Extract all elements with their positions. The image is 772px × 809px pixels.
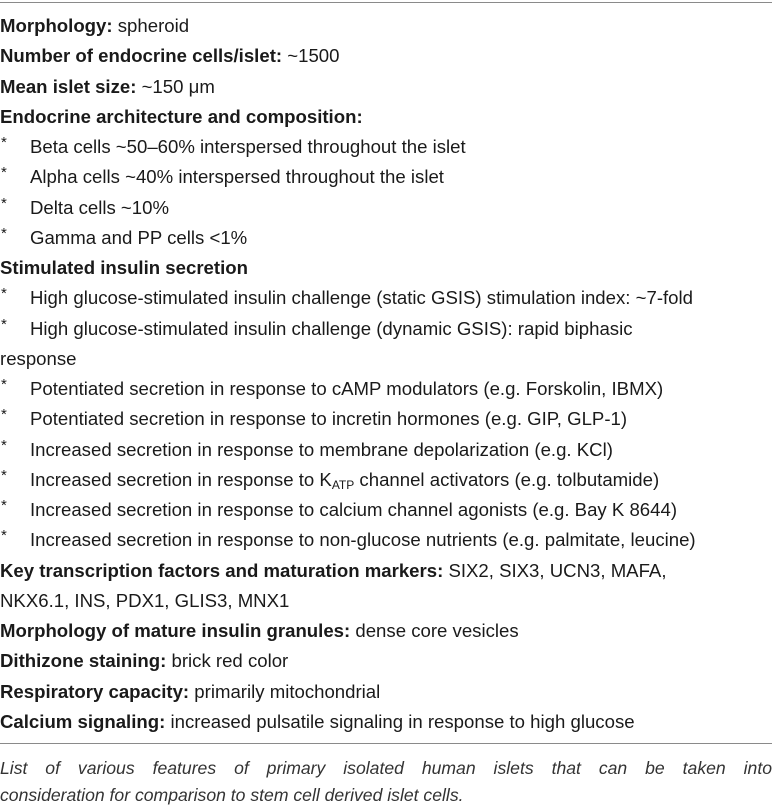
list-item: * Gamma and PP cells <1% bbox=[0, 223, 772, 253]
caption-line-2: consideration for comparison to stem cell derived islet cells. bbox=[0, 785, 464, 805]
bullet-marker: * bbox=[1, 436, 7, 454]
caption-line-1: List of various features of primary isolated human islets that can be taken into bbox=[0, 758, 772, 778]
list-item: * High glucose-stimulated insulin challenge (static GSIS) stimulation index: ~7-fold bbox=[0, 283, 772, 313]
value-calcium: increased pulsatile signaling in response to high glucose bbox=[165, 710, 635, 732]
list-item-continuation: response bbox=[0, 347, 77, 369]
row-transcription-factors-cont: NKX6.1, INS, PDX1, GLIS3, MNX1 bbox=[0, 589, 290, 611]
list-item-katp: * Increased secretion in response to $K_{ATP}$ channel activators (e.g. tolbutamide) bbox=[0, 465, 772, 495]
bullet-marker: * bbox=[1, 527, 7, 545]
bottom-rule bbox=[0, 743, 772, 744]
bullet-marker: * bbox=[1, 376, 7, 393]
value-granules: dense core vesicles bbox=[350, 620, 519, 641]
label-respiratory: Respiratory capacity: bbox=[0, 680, 190, 702]
value-respiratory: primarily mitochondrial bbox=[189, 680, 381, 702]
label-cell-count: Number of endocrine cells/islet: bbox=[0, 45, 283, 67]
label-islet-size: Mean islet size: bbox=[0, 75, 137, 97]
row-islet-size bbox=[0, 72, 772, 102]
value-dithizone: brick red color bbox=[166, 650, 289, 672]
list-item: * Alpha cells ~40% interspersed throughout the islet bbox=[0, 162, 772, 192]
row-respiratory bbox=[0, 677, 772, 707]
list-item: * Potentiated secretion in response to cAMP modulators (e.g. Forskolin, IBMX) bbox=[0, 374, 772, 404]
label-transcription-factors: Key transcription factors and maturation markers: bbox=[0, 559, 444, 581]
value-morphology: spheroid bbox=[112, 15, 190, 36]
bullet-marker: * bbox=[1, 497, 7, 514]
row-morphology bbox=[0, 11, 772, 41]
row-dithizone bbox=[0, 646, 772, 676]
table-caption bbox=[0, 755, 772, 809]
row-secretion bbox=[0, 253, 772, 283]
list-item: * Increased secretion in response to membrane depolarization (e.g. KCl) bbox=[0, 435, 772, 465]
bullet-marker: * bbox=[1, 194, 7, 212]
row-granules bbox=[0, 616, 772, 646]
bullet-marker: * bbox=[1, 134, 7, 151]
top-rule bbox=[0, 2, 772, 3]
bullet-marker: * bbox=[1, 315, 7, 333]
list-item: * Increased secretion in response to calcium channel agonists (e.g. Bay K 8644) bbox=[0, 495, 772, 525]
list-item: * Delta cells ~10% bbox=[0, 193, 772, 223]
bullet-marker: * bbox=[1, 285, 7, 303]
label-granules: Morphology of mature insulin granules: bbox=[0, 620, 351, 641]
bullet-marker: * bbox=[1, 164, 7, 182]
label-dithizone: Dithizone staining: bbox=[0, 650, 167, 672]
value-cell-count: ~1500 bbox=[282, 45, 340, 67]
value-islet-size: ~150 μm bbox=[136, 75, 215, 97]
value-transcription-factors: SIX2, SIX3, UCN3, MAFA, bbox=[443, 559, 667, 581]
label-morphology: Morphology: bbox=[0, 15, 113, 36]
label-calcium: Calcium signaling: bbox=[0, 710, 166, 732]
list-item: * Increased secretion in response to non-glucose nutrients (e.g. palmitate, leucine) bbox=[0, 525, 772, 555]
list-item: * Potentiated secretion in response to incretin hormones (e.g. GIP, GLP-1) bbox=[0, 404, 772, 434]
list-item: * High glucose-stimulated insulin challenge (dynamic GSIS): rapid biphasic bbox=[0, 314, 772, 344]
row-transcription-factors bbox=[0, 556, 772, 586]
row-calcium bbox=[0, 707, 772, 737]
bullet-marker: * bbox=[1, 466, 7, 484]
row-cell-count bbox=[0, 41, 772, 71]
list-item: * Beta cells ~50–60% interspersed throughout the islet bbox=[0, 132, 772, 162]
bullet-marker: * bbox=[1, 224, 7, 242]
features-table bbox=[0, 11, 772, 737]
label-secretion: Stimulated insulin secretion bbox=[0, 257, 248, 278]
row-architecture bbox=[0, 102, 772, 132]
bullet-marker: * bbox=[1, 406, 7, 424]
label-architecture: Endocrine architecture and composition: bbox=[0, 105, 363, 127]
